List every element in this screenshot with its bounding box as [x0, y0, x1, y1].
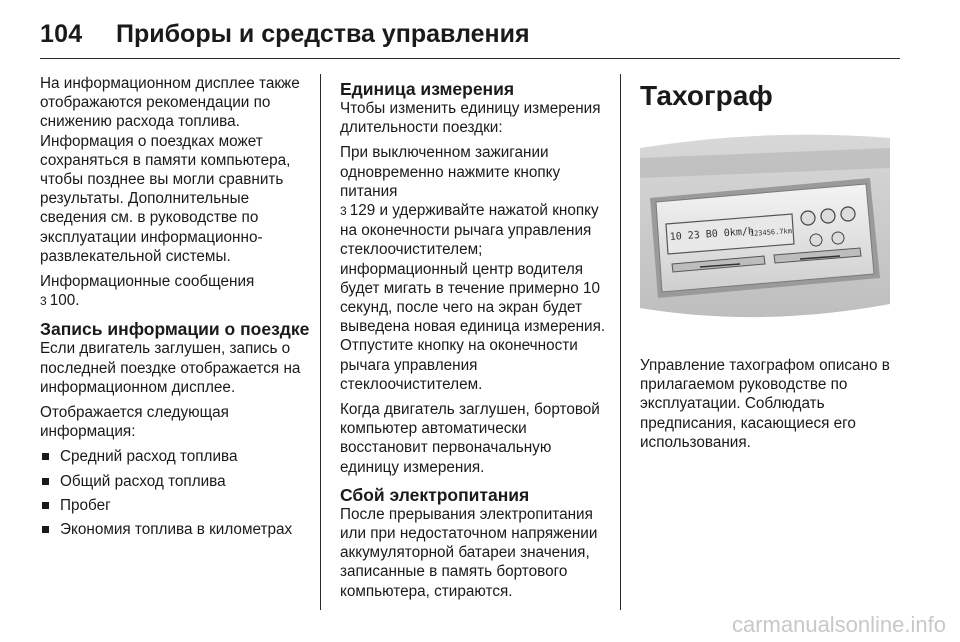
arrow-reference-icon: 3: [340, 204, 347, 219]
tachograph-button-icon: [841, 207, 855, 221]
watermark: carmanualsonline.info: [731, 612, 946, 637]
tachograph-illustration: [640, 128, 890, 340]
column-1: [40, 74, 312, 544]
paragraph-power-failure: После прерывания электропитания или при недостаточном напряжении аккумуляторной батареи значения, записанные в память бортового компьютера, стираются.: [340, 505, 598, 600]
list-item: [40, 520, 312, 539]
unit-steps-text-a: При выключенном зажигании одновременно нажмите кнопку питания: [340, 144, 561, 200]
column-divider-2: [620, 74, 621, 610]
bullet-icon: [42, 502, 49, 509]
paragraph-info-messages: [40, 272, 312, 311]
paragraph-shown-info: Отображается следующая информация:: [40, 404, 229, 441]
info-messages-page-ref: 100.: [49, 292, 80, 310]
heading-tachograph: Тахограф: [640, 80, 773, 111]
paragraph-info-display: На информационном дисплее также отображаются рекомендации по снижению расхода топлива. Информация о поездках может сохраняться в памяти компьютера, чтобы позднее вы могли сравнить результаты. Дополнительные сведения см. в руководстве по эксплуатации информационно-развлекательной системы.: [40, 75, 300, 265]
tachograph-display-text: 10 23 B0 0km/h: [669, 226, 755, 243]
column-2: [340, 74, 612, 607]
bullet-icon: [42, 478, 49, 485]
heading-trip-record: Запись информации о поездке: [40, 319, 310, 340]
tachograph-display-text-2: 123456.7km: [749, 227, 793, 238]
column-3: [640, 74, 910, 458]
info-messages-label: Информационные сообщения: [40, 273, 255, 291]
trip-info-list: [40, 447, 312, 539]
list-item-text: Экономия топлива в километрах: [60, 521, 293, 539]
tachograph-button-icon: [832, 232, 844, 244]
list-item-text: Общий расход топлива: [60, 472, 226, 490]
header-rule: [40, 58, 900, 59]
heading-unit: Единица измерения: [340, 79, 515, 99]
paragraph-unit-steps: [340, 143, 612, 394]
tachograph-button-icon: [801, 211, 815, 225]
tachograph-button-icon: [810, 234, 822, 246]
paragraph-trip-record: Если двигатель заглушен, запись о последней поездке отображается на информационном дисплее.: [40, 340, 301, 396]
unit-steps-page-ref: 129: [349, 202, 376, 220]
page-number: 104: [40, 19, 83, 48]
list-item: [40, 447, 312, 466]
chapter-title: Приборы и средства управления: [116, 19, 530, 48]
page-header: [40, 14, 530, 54]
bullet-icon: [42, 526, 49, 533]
tachograph-button-icon: [821, 209, 835, 223]
list-item-text: Пробег: [60, 496, 111, 514]
list-item: [40, 472, 312, 491]
paragraph-unit-intro: Чтобы изменить единицу измерения длительности поездки:: [340, 100, 601, 137]
arrow-reference-icon: 3: [40, 294, 47, 309]
heading-power-failure: Сбой электропитания: [340, 484, 530, 505]
bullet-icon: [42, 453, 49, 460]
column-divider-1: [320, 74, 321, 610]
unit-steps-text-b: и удерживайте нажатой кнопку на оконечности рычага управления стеклоочистителем; информационный центр водителя будет мигать в течение примерно 10 секунд, после чего на экран будет выведена новая единица измерения. Отпустите кнопку на оконечности рычага управления стеклоочистителем.: [340, 202, 606, 393]
list-item: [40, 496, 312, 515]
paragraph-tachograph: Управление тахографом описано в прилагаемом руководстве по эксплуатации. Соблюдать предписания, касающиеся его использования.: [640, 357, 890, 451]
list-item-text: Средний расход топлива: [60, 448, 238, 466]
paragraph-unit-restore: Когда двигатель заглушен, бортовой компьютер автоматически восстановит первоначальную единицу измерения.: [340, 401, 600, 476]
